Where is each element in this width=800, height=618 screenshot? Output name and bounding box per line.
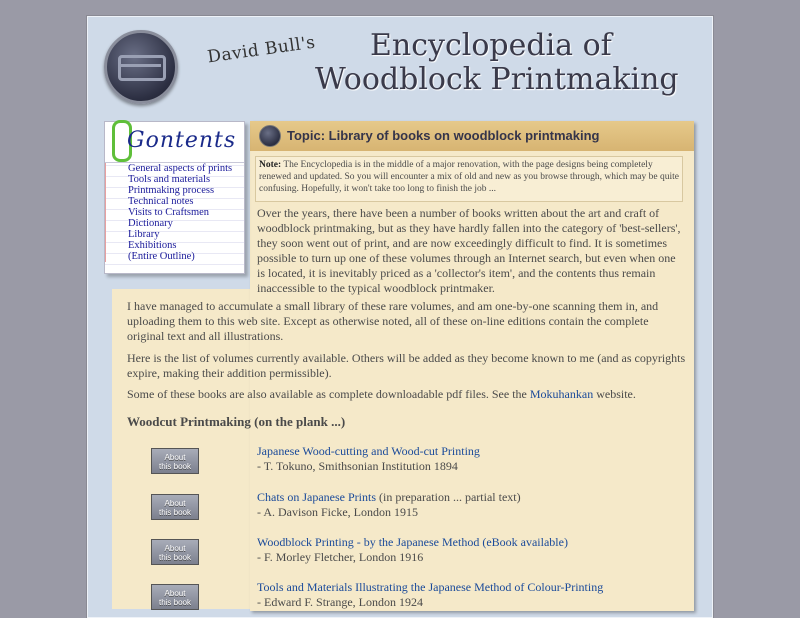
topic-title: Topic: Library of books on woodblock printmaking	[287, 128, 600, 143]
about-book-button[interactable]: About this book	[151, 539, 199, 565]
pdf-text: Some of these books are also available as complete downloadable pdf files. See the	[127, 387, 530, 401]
pdf-suffix: website.	[593, 387, 636, 401]
list-paragraph: Here is the list of volumes currently available. Others will be added as they become known to me (and as copyrights expire, making their addition permissible).	[127, 351, 686, 380]
note-text: The Encyclopedia is in the middle of a major renovation, with the page designs being completely renewed and updated. So you will encounter a mix of old and new as you browse through, which may be quite confusing. Hopefully, it won't take too long to finish the job ...	[259, 160, 680, 194]
renovation-note	[255, 156, 683, 202]
toc-item-printmaking-process[interactable]: Printmaking process	[128, 185, 215, 196]
toc-item-library[interactable]: Library	[128, 229, 160, 240]
library-paragraph: I have managed to accumulate a small library of these rare volumes, and am one-by-one scanning them in, and uploading them to this web site. Except as otherwise noted, all of these on-line editions contain the complete original text and all illustrations.	[127, 299, 659, 343]
site-title-line2: Woodblock Printmaking	[315, 62, 679, 97]
pdf-paragraph	[127, 387, 687, 402]
book-author: - Edward F. Strange, London 1924	[257, 595, 424, 609]
toc-item-visits-craftsmen[interactable]: Visits to Craftsmen	[128, 207, 210, 218]
about-book-button[interactable]: About this book	[151, 584, 199, 610]
book-author: - F. Morley Fletcher, London 1916	[257, 550, 424, 564]
book-title-link[interactable]: Chats on Japanese Prints (in preparation ... partial text)	[257, 490, 521, 504]
contents-list	[105, 163, 244, 262]
about-book-button[interactable]: About this book	[151, 448, 199, 474]
about-book-button[interactable]: About this book	[151, 494, 199, 520]
book-author: - T. Tokuno, Smithsonian Institution 1894	[257, 459, 458, 473]
section-heading: Woodcut Printmaking (on the plank ...)	[127, 414, 346, 429]
author-name: David Bull's	[206, 32, 317, 68]
mokuhankan-link[interactable]: Mokuhankan	[529, 387, 594, 401]
toc-item-dictionary[interactable]: Dictionary	[128, 218, 173, 229]
toc-item-general-aspects[interactable]: General aspects of prints	[128, 163, 233, 174]
book-author: - A. Davison Ficke, London 1915	[257, 505, 418, 519]
site-title-line1: Encyclopedia of	[370, 28, 612, 63]
baren-icon	[259, 125, 281, 147]
toc-item-exhibitions[interactable]: Exhibitions	[128, 240, 177, 251]
baren-logo-icon[interactable]	[104, 30, 178, 104]
book-title-link[interactable]: Tools and Materials Illustrating the Japanese Method of Colour-Printing	[257, 580, 604, 594]
contents-box	[104, 121, 245, 274]
toc-item-technical-notes[interactable]: Technical notes	[128, 196, 194, 207]
contents-heading: Gontents	[127, 128, 237, 153]
intro-paragraph: Over the years, there have been a number of books written about the art and craft of woodblock printmaking, but as they have hardly fallen into the category of 'best-sellers', they soon went out of print, and are now exceedingly difficult to find. It is sometimes possible to turn up one of these volumes through an Internet search, but even when one is located, it is inevitably priced as a 'collector's item', and the contents thus remain inaccessible to the typical woodblock printmaker.	[257, 206, 681, 295]
book-title-link[interactable]: Japanese Wood-cutting and Wood-cut Printing	[257, 444, 480, 458]
toc-item-entire-outline[interactable]: (Entire Outline)	[128, 251, 195, 262]
toc-item-tools-materials[interactable]: Tools and materials	[128, 174, 211, 185]
contents-header	[105, 122, 244, 163]
note-label: Note:	[259, 160, 282, 170]
book-title-link[interactable]: Woodblock Printing - by the Japanese Method (eBook available)	[257, 535, 568, 549]
